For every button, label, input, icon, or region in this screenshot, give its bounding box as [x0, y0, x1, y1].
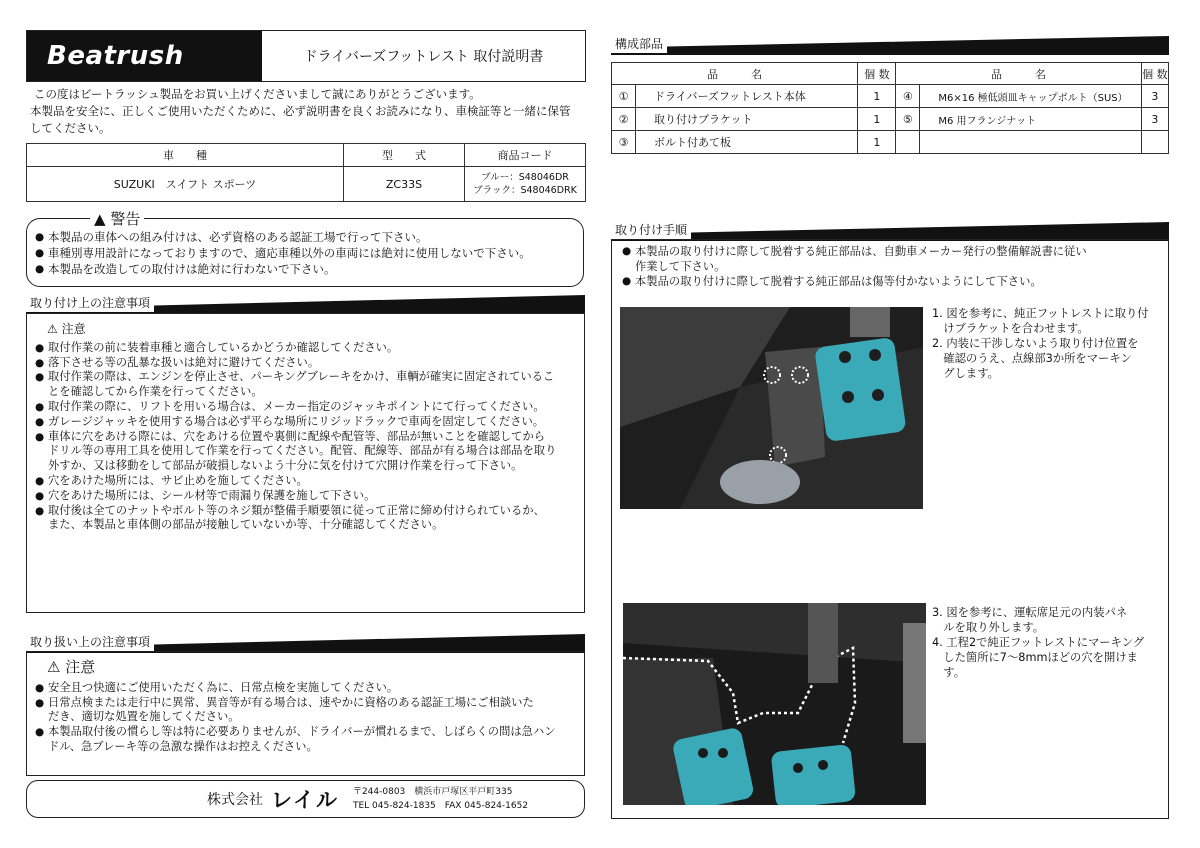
code-blue: ブルー：S48046DR	[481, 172, 569, 183]
document-header	[26, 30, 586, 82]
section-title: 取り扱い上の注意事項	[26, 634, 154, 653]
care-item-cont: ドリル等の専用工具を使用して作業を行ってください。配管、配線等、部品が有る場合は部品を取り	[48, 444, 557, 458]
intro-line: 本製品を安全に、正しくご使用いただくために、必ず説明書を良くお読みになり、車検証等と一緒に保管	[30, 104, 571, 118]
caution-label: 注意	[65, 658, 96, 676]
handling-item: ● 安全且つ快適にご使用いただく為に、日常点検を実施してください。	[35, 681, 576, 696]
steps-3-4	[932, 605, 1164, 680]
section-installation-care	[26, 295, 585, 314]
care-item: ● 車体に穴をあける際には、穴をあける位置や裏側に配線や配管等、部品が無いことを確認してから	[35, 430, 576, 445]
section-title: 構成部品	[611, 36, 667, 55]
step-line: 3. 図を参考に、運転席足元の内装パネ	[932, 606, 1128, 619]
care-item: ● 落下させる等の乱暴な扱いは絶対に避けてください。	[35, 356, 576, 371]
step-line: 4. 工程2で純正フットレストにマーキング	[932, 636, 1145, 649]
part-num: ⑤	[896, 108, 920, 131]
warning-item: ● 本製品を改造しての取付けは絶対に行わないで下さい。	[35, 261, 575, 277]
care-item: ● 取付作業の際に、リフトを用いる場合は、メーカー指定のジャッキポイントにて行ってください。	[35, 400, 576, 415]
part-qty: 1	[858, 131, 896, 154]
handling-item: ● 本製品取付後の慣らし等は特に必要ありませんが、ドライバーが慣れるまで、しばらくの間は急ハン	[35, 725, 576, 740]
header-code: 商品コード	[465, 144, 586, 167]
header-type: 型 式	[344, 144, 465, 167]
installation-care-box	[26, 313, 585, 613]
code-black: ブラック：S48046DRK	[473, 185, 577, 196]
handling-item-cont: だき、適切な処置を施してください。	[48, 710, 240, 724]
brand-logo: Beatrush	[27, 31, 262, 81]
company-name: 株式会社	[207, 792, 263, 808]
handling-item-cont: ドル、急ブレーキ等の急激な操作はお控えください。	[48, 739, 318, 753]
caution-heading	[47, 660, 576, 675]
part-name: 取り付けブラケット	[636, 108, 858, 131]
intro-line: してください。	[30, 121, 111, 135]
step-line: 1. 図を参考に、純正フットレストに取り付	[932, 307, 1149, 320]
procedure-notes	[622, 244, 1162, 289]
caution-label: 注意	[61, 322, 86, 336]
document-title: ドライバーズフットレスト 取付説明書	[303, 49, 544, 65]
care-item-cont: また、本製品と車体側の部品が接触していないか等、十分確認してください。	[48, 518, 444, 532]
section-title: 取り付け上の注意事項	[26, 295, 154, 314]
section-title: 取り付け手順	[611, 222, 691, 241]
step-line: けブラケットを合わせます。	[932, 322, 1089, 335]
intro-line: この度はビートラッシュ製品をお買い上げくださいまして誠にありがとうございます。	[34, 87, 481, 101]
step-line: した箇所に7～8mmほどの穴を開けま	[932, 651, 1138, 664]
steps-1-2	[932, 306, 1162, 381]
caution-heading	[47, 322, 576, 337]
procedure-note: ● 本製品の取り付けに際して脱着する純正部品は、自動車メーカー発行の整備解説書に従い	[622, 244, 1162, 259]
part-num: ④	[896, 85, 920, 108]
step-photo-2	[623, 603, 926, 805]
company-contact	[353, 785, 528, 813]
care-item-cont: 外すか、又は移動をして部品が破損しないよう十分に気を付けて穴開け作業を行って下さい。	[48, 459, 523, 473]
care-item: ● ガレージジャッキを使用する場合は必ず平らな場所にリジッドラックで車両を固定してください。	[35, 415, 576, 430]
part-name: ボルト付あて板	[636, 131, 858, 154]
part-num: ②	[612, 108, 636, 131]
part-num: ③	[612, 131, 636, 154]
part-num: ①	[612, 85, 636, 108]
warning-item: ● 本製品の車体への組み付けは、必ず資格のある認証工場で行って下さい。	[35, 229, 575, 245]
product-codes	[465, 167, 586, 202]
part-name: M6×16 極低頭皿キャップボルト（SUS）	[920, 85, 1141, 108]
handling-care-box	[26, 651, 585, 776]
header-model: 車 種	[27, 144, 344, 167]
vehicle-type: ZC33S	[344, 167, 465, 202]
warning-triangle-icon: ▲	[94, 210, 106, 228]
part-qty: 3	[1141, 85, 1168, 108]
parts-header-name2: 品 名	[896, 63, 1141, 85]
vehicle-table	[26, 143, 586, 202]
part-qty	[1141, 131, 1168, 154]
procedure-note: ● 本製品の取り付けに際して脱着する純正部品は傷等付かないようにして下さい。	[622, 274, 1162, 289]
company-address: 〒244-0803 横浜市戸塚区平戸町335	[352, 787, 513, 797]
warning-item: ● 車種別専用設計になっておりますので、適応車種以外の車両には絶対に使用しないで下さい。	[35, 245, 575, 261]
warning-title: 警告	[110, 210, 141, 228]
care-item: ● 取付作業の際は、エンジンを停止させ、パーキングブレーキをかけ、車輌が確実に固定されているこ	[35, 370, 576, 385]
caution-triangle-icon: ⚠	[47, 658, 61, 676]
handling-item: ● 日常点検または走行中に異常、異音等が有る場合は、速やかに資格のある認証工場にご相談いた	[35, 696, 576, 711]
intro-text	[30, 86, 590, 137]
care-item: ● 穴をあけた場所には、シール材等で雨漏り保護を施して下さい。	[35, 489, 576, 504]
parts-header-name: 品 名	[612, 63, 858, 85]
step-line: す。	[932, 666, 965, 679]
care-item: ● 穴をあけた場所には、サビ止めを施してください。	[35, 474, 576, 489]
care-item: ● 取付作業の前に装着車種と適合しているかどうか確認してください。	[35, 341, 576, 356]
company-box	[26, 780, 585, 818]
part-num	[896, 131, 920, 154]
parts-header-qty: 個 数	[858, 63, 896, 85]
procedure-note-cont: 作業して下さい。	[635, 260, 726, 273]
company-tel: TEL 045-824-1835 FAX 045-824-1652	[352, 801, 529, 811]
step-line: 2. 内装に干渉しないよう取り付け位置を	[932, 337, 1139, 350]
step-line: 確認のうえ、点線部3か所をマーキン	[932, 352, 1132, 365]
step-line: グします。	[932, 367, 999, 380]
step-photo-1	[620, 307, 923, 509]
part-qty: 1	[858, 85, 896, 108]
part-qty: 1	[858, 108, 896, 131]
part-name	[920, 131, 1141, 154]
step-line: ルを取り外します。	[932, 621, 1045, 634]
parts-header-qty2: 個 数	[1141, 63, 1168, 85]
part-name: M6 用フランジナット	[920, 108, 1141, 131]
warning-heading	[90, 208, 144, 229]
company-brand: レイル	[271, 788, 339, 812]
part-qty: 3	[1141, 108, 1168, 131]
section-parts	[611, 36, 1169, 55]
vehicle-model: SUZUKI スイフト スポーツ	[27, 167, 344, 202]
care-item-cont: とを確認してから作業を行ってください。	[48, 385, 263, 399]
parts-table	[611, 62, 1169, 154]
care-item: ● 取付後は全てのナットやボルト等のネジ類が整備手順要領に従って正常に締め付けられているか、	[35, 504, 576, 519]
caution-triangle-icon: ⚠	[47, 322, 58, 336]
part-name: ドライバーズフットレスト本体	[636, 85, 858, 108]
